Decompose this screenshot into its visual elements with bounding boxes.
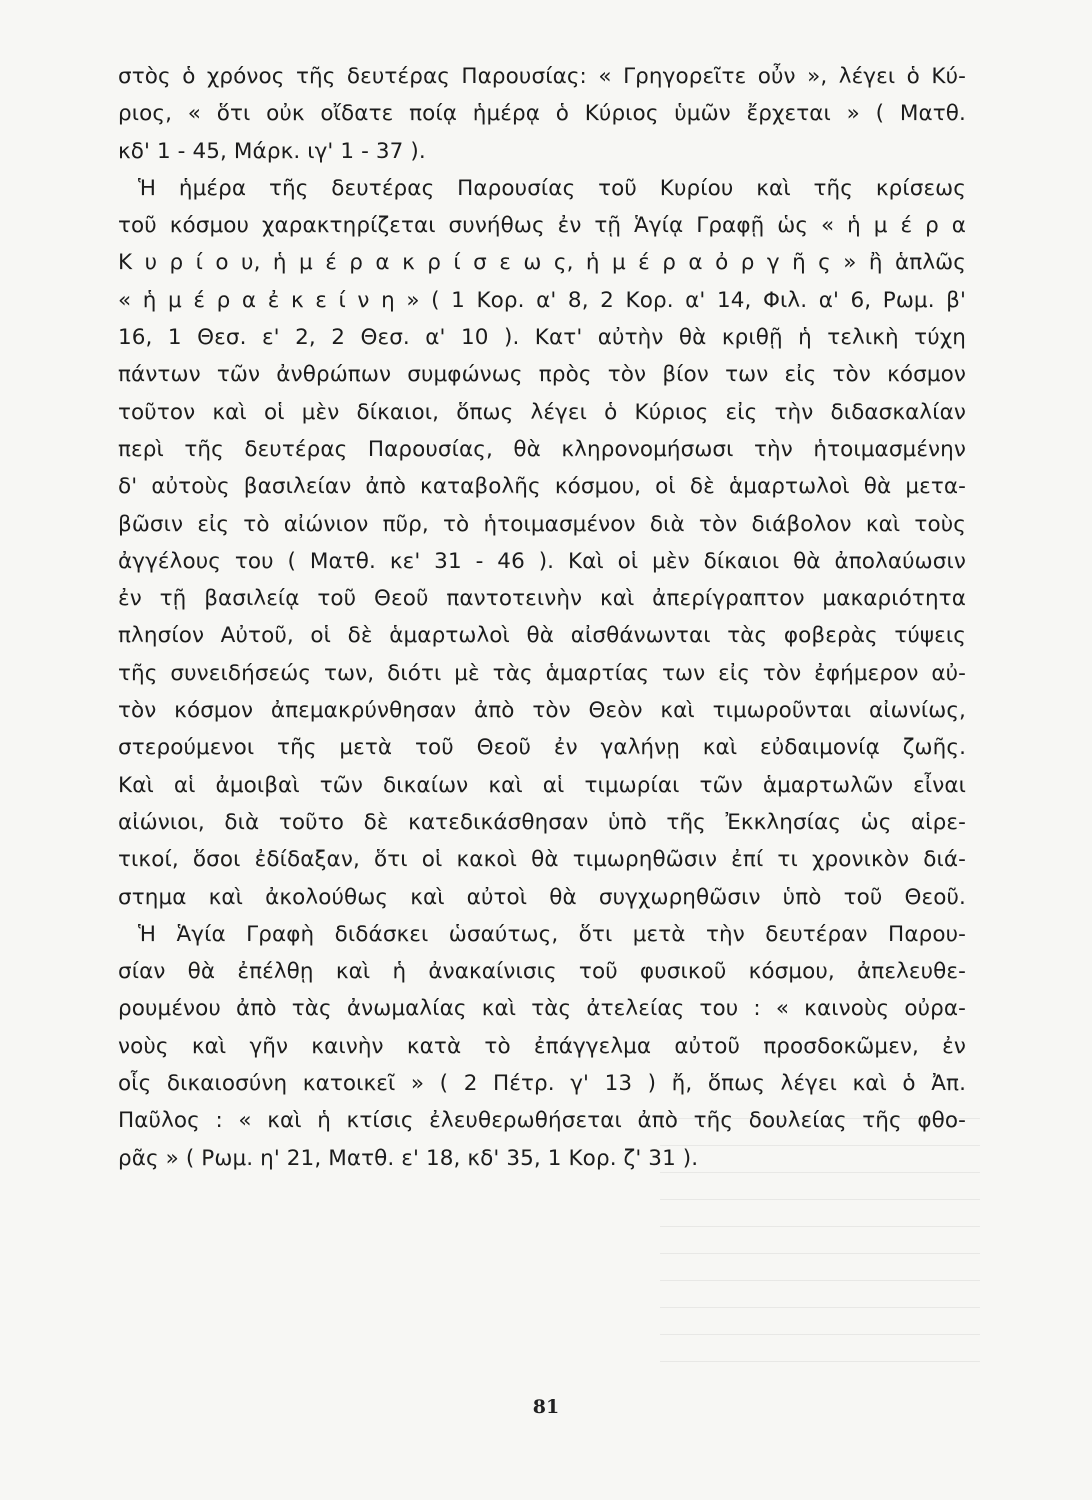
text-line: τῆς συνειδήσεώς των, διότι μὲ τὰς ἁμαρτίας των εἰς τὸν ἐφήμερον αὐ- [118, 660, 966, 686]
text-line: ρουμένου ἀπὸ τὰς ἀνωμαλίας καὶ τὰς ἀτελείας του : « καινοὺς οὐρα- [118, 996, 966, 1022]
text-line: τικοί, ὅσοι ἐδίδαξαν, ὅτι οἱ κακοὶ θὰ τιμωρηθῶσιν ἐπί τι χρονικὸν διά- [118, 847, 966, 873]
page-number: 81 [532, 1396, 560, 1418]
text-line: Παῦλος : « καὶ ἡ κτίσις ἐλευθερωθήσεται ἀπὸ τῆς δουλείας τῆς φθο- [118, 1108, 966, 1134]
text-line: τοῦ κόσμου χαρακτηρίζεται συνήθως ἐν τῇ Ἁγίᾳ Γραφῇ ὡς « ἡ μ έ ρ α [118, 213, 966, 239]
text-line: ἀγγέλους του ( Ματθ. κε' 31 - 46 ). Καὶ οἱ μὲν δίκαιοι θὰ ἀπολαύωσιν [118, 548, 966, 574]
text-line: Κ υ ρ ί ο υ, ἡ μ έ ρ α κ ρ ί σ ε ω ς, ἡ μ έ ρ α ὀ ρ γ ῆ ς » ἢ ἁπλῶς [118, 250, 966, 276]
text-line: στημα καὶ ἀκολούθως καὶ αὐτοὶ θὰ συγχωρηθῶσιν ὑπὸ τοῦ Θεοῦ. [118, 884, 966, 910]
text-line: 16, 1 Θεσ. ε' 2, 2 Θεσ. α' 10 ). Κατ' αὐτὴν θὰ κριθῇ ἡ τελικὴ τύχη [118, 325, 966, 351]
text-line: περὶ τῆς δευτέρας Παρουσίας, θὰ κληρονομήσωσι τὴν ἡτοιμασμένην [118, 436, 966, 462]
text-line: στερούμενοι τῆς μετὰ τοῦ Θεοῦ ἐν γαλήνῃ καὶ εὐδαιμονίᾳ ζωῆς. [118, 735, 966, 761]
text-line: τοῦτον καὶ οἱ μὲν δίκαιοι, ὅπως λέγει ὁ Κύριος εἰς τὴν διδασκαλίαν [118, 399, 966, 425]
text-line: οἷς δικαιοσύνη κατοικεῖ » ( 2 Πέτρ. γ' 13 ) ἤ, ὅπως λέγει καὶ ὁ Ἀπ. [118, 1071, 966, 1097]
text-line: δ' αὐτοὺς βασιλείαν ἀπὸ καταβολῆς κόσμου, οἱ δὲ ἁμαρτωλοὶ θὰ μετα- [118, 474, 966, 500]
text-line: νοὺς καὶ γῆν καινὴν κατὰ τὸ ἐπάγγελμα αὐτοῦ προσδοκῶμεν, ἐν [118, 1033, 966, 1059]
text-line: Ἡ Ἁγία Γραφὴ διδάσκει ὡσαύτως, ὅτι μετὰ τὴν δευτέραν Παρου- [138, 921, 966, 947]
text-line: πλησίον Αὐτοῦ, οἱ δὲ ἁμαρτωλοὶ θὰ αἰσθάνωνται τὰς φοβερὰς τύψεις [118, 623, 966, 649]
text-line: « ἡ μ έ ρ α ἐ κ ε ί ν η » ( 1 Κορ. α' 8, 2 Κορ. α' 14, Φιλ. α' 6, Ρωμ. β' [118, 287, 966, 313]
body-text [118, 58, 966, 1177]
text-line: πάντων τῶν ἀνθρώπων συμφώνως πρὸς τὸν βίον των εἰς τὸν κόσμον [118, 362, 966, 388]
text-line: τὸν κόσμον ἀπεμακρύνθησαν ἀπὸ τὸν Θεὸν καὶ τιμωροῦνται αἰωνίως, [118, 698, 966, 724]
text-line: σίαν θὰ ἐπέλθῃ καὶ ἡ ἀνακαίνισις τοῦ φυσικοῦ κόσμου, ἀπελευθε- [118, 959, 966, 985]
text-line: Ἡ ἡμέρα τῆς δευτέρας Παρουσίας τοῦ Κυρίου καὶ τῆς κρίσεως [138, 175, 966, 201]
text-line: ριος, « ὅτι οὐκ οἴδατε ποίᾳ ἡμέρᾳ ὁ Κύριος ὑμῶν ἔρχεται » ( Ματθ. [118, 101, 966, 127]
text-line: βῶσιν εἰς τὸ αἰώνιον πῦρ, τὸ ἡτοιμασμένον διὰ τὸν διάβολον καὶ τοὺς [118, 511, 966, 537]
text-line: στὸς ὁ χρόνος τῆς δευτέρας Παρουσίας: « Γρηγορεῖτε οὖν », λέγει ὁ Κύ- [118, 64, 966, 89]
text-line: Καὶ αἱ ἀμοιβαὶ τῶν δικαίων καὶ αἱ τιμωρίαι τῶν ἁμαρτωλῶν εἶναι [118, 772, 966, 798]
text-line: ἐν τῇ βασιλείᾳ τοῦ Θεοῦ παντοτεινὴν καὶ ἀπερίγραπτον μακαριότητα [118, 586, 966, 612]
text-line: αἰώνιοι, διὰ τοῦτο δὲ κατεδικάσθησαν ὑπὸ τῆς Ἐκκλησίας ὡς αἱρε- [118, 809, 966, 835]
text-line: κδ' 1 - 45, Μάρκ. ιγ' 1 - 37 ). [118, 138, 426, 164]
text-line: ρᾶς » ( Ρωμ. η' 21, Ματθ. ε' 18, κδ' 35, 1 Κορ. ζ' 31 ). [118, 1145, 699, 1171]
